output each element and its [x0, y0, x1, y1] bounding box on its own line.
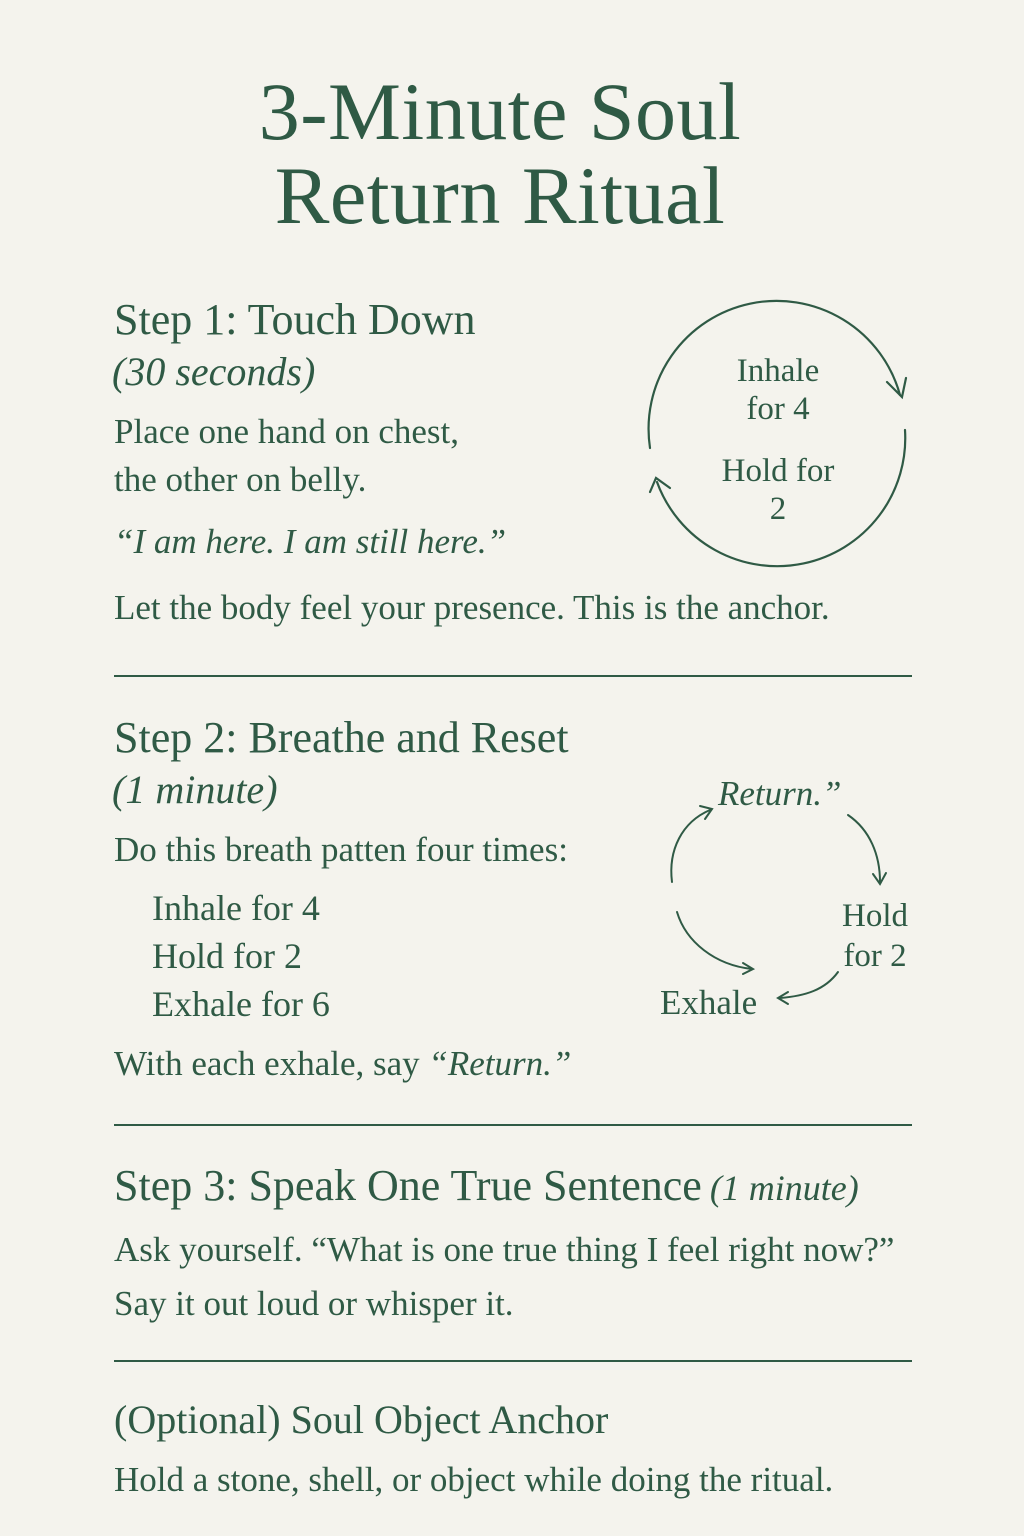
step1-diagram-label-top — [708, 352, 848, 428]
title-line-1: 3-Minute Soul — [258, 66, 742, 157]
step3-heading-text: Step 3: Speak One True Sentence — [114, 1161, 702, 1210]
step2-heading: Step 2: Breathe and Reset — [114, 713, 569, 762]
step3-heading — [114, 1160, 859, 1211]
step2-diagram-hold — [820, 896, 930, 976]
divider-3 — [114, 1360, 912, 1362]
label-hold: Hold — [842, 898, 908, 934]
title-line-2: Return Ritual — [274, 150, 726, 241]
arrow-up-return — [671, 810, 710, 882]
step2-intro: Do this breath patten four times: — [114, 830, 568, 869]
list-item: Inhale for 4 — [152, 888, 320, 928]
step1-instruction-line1: Place one hand on chest, — [114, 412, 460, 451]
step2-diagram-return: Return.” — [718, 774, 842, 813]
divider-1 — [114, 675, 912, 677]
label-inhale: Inhale — [736, 353, 820, 389]
step1-quote: “I am here. I am still here.” — [114, 522, 507, 561]
list-item: Hold for 2 — [152, 936, 302, 976]
step1-instruction-line2: the other on belly. — [114, 460, 367, 499]
step2-diagram-exhale: Exhale — [660, 983, 758, 1022]
label-for-4: for 4 — [746, 391, 810, 427]
list-item: Exhale for 6 — [152, 984, 330, 1024]
step1-diagram-label-bottom — [698, 452, 858, 528]
arrow-exhale-up — [677, 912, 752, 969]
step3-line2: Say it out loud or whisper it. — [114, 1284, 514, 1323]
step2-duration: (1 minute) — [112, 767, 278, 812]
breath-pattern-list — [152, 884, 330, 1028]
optional-heading: (Optional) Soul Object Anchor — [114, 1397, 609, 1442]
step2-closing — [114, 1040, 571, 1087]
closing-prefix: With each exhale, say — [114, 1044, 429, 1083]
closing-quote: “Return.” — [428, 1044, 572, 1083]
step1-closing: Let the body feel your presence. This is the anchor. — [114, 588, 830, 627]
label-hold-for: Hold for — [721, 453, 835, 489]
step3-line1: Ask yourself. “What is one true thing I feel right now?” — [114, 1230, 895, 1269]
label-2: 2 — [769, 491, 787, 527]
divider-2 — [114, 1124, 912, 1126]
optional-line1: Hold a stone, shell, or object while doing the ritual. — [114, 1460, 834, 1499]
arrowhead-right — [887, 378, 906, 397]
step3-duration: (1 minute) — [709, 1168, 859, 1208]
step1-heading: Step 1: Touch Down — [114, 295, 476, 344]
arrow-return-to-hold — [848, 815, 880, 882]
step1-duration: (30 seconds) — [112, 349, 316, 394]
label-for-2: for 2 — [843, 938, 907, 974]
